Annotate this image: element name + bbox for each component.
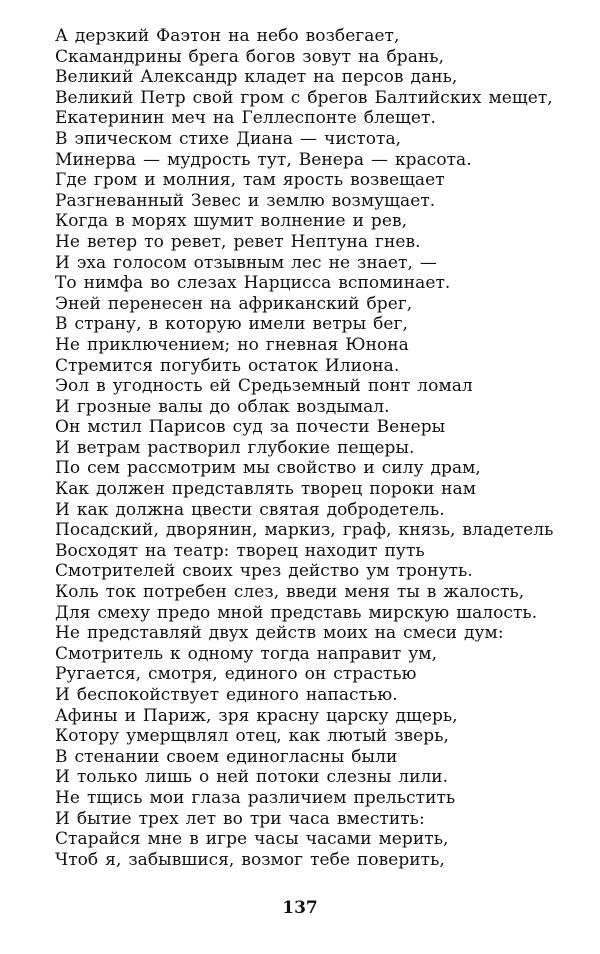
poem-line: Великий Александр кладет на персов дань, bbox=[55, 67, 458, 88]
poem-line: Эней перенесен на африканский брег, bbox=[55, 293, 413, 314]
poem-line: Не приключением; но гневная Юнона bbox=[55, 334, 409, 355]
poem-line: Старайся мне в игре часы часами мерить, bbox=[55, 829, 449, 850]
poem-line: Екатеринин меч на Геллеспонте блещет. bbox=[55, 108, 436, 129]
poem-line: Не ветер то ревет, ревет Нептуна гнев. bbox=[55, 231, 421, 252]
poem-line: В эпическом стихе Диана — чистота, bbox=[55, 128, 402, 149]
poem-line: И только лишь о ней потоки слезны лили. bbox=[55, 767, 449, 788]
poem-line: Смотрителей своих чрез действо ум тронуть. bbox=[55, 561, 473, 582]
poem-line: То нимфа во слезах Нарцисса вспоминает. bbox=[55, 273, 451, 294]
poem-line: Для смеху предо мной представь мирскую шалость. bbox=[55, 602, 538, 623]
poem-line: А дерзкий Фаэтон на небо возбегает, bbox=[55, 26, 400, 46]
poem-line: Котору умерщвлял отец, как лютый зверь, bbox=[55, 726, 449, 747]
page-number: 137 bbox=[282, 898, 318, 918]
poem-line: Минерва — мудрость тут, Венера — красота. bbox=[55, 149, 472, 170]
poem-line: Ругается, смотря, единого он страстью bbox=[55, 664, 417, 685]
poem-line: Смотритель к одному тогда направит ум, bbox=[55, 643, 438, 664]
poem-line: По сем рассмотрим мы свойство и силу драм, bbox=[55, 458, 481, 479]
poem-line: Как должен представлять творец пороки нам bbox=[55, 479, 476, 500]
poem-line: Афины и Париж, зря красну царску дщерь, bbox=[55, 705, 458, 726]
poem-line: Когда в морях шумит волнение и рев, bbox=[55, 211, 408, 232]
poem-line: Великий Петр свой гром с брегов Балтийских мещет, bbox=[55, 87, 553, 108]
poem-line: Где гром и молния, там ярость возвещает bbox=[55, 170, 445, 191]
poem-line: Не представляй двух действ моих на смеси дум: bbox=[55, 623, 504, 644]
poem-text bbox=[55, 26, 575, 870]
poem-line: Он мстил Парисов суд за почести Венеры bbox=[55, 417, 446, 438]
poem-line: Стремится погубить остаток Илиона. bbox=[55, 355, 400, 376]
poem-line: И как должна цвести святая добродетель. bbox=[55, 499, 445, 520]
poem-line: И эха голосом отзывным лес не знает, — bbox=[55, 252, 437, 273]
poem-line: Разгневанный Зевес и землю возмущает. bbox=[55, 190, 436, 211]
poem-line: Эол в угодность ей Средьземный понт ломал bbox=[55, 376, 473, 397]
poem-line: Чтоб я, забывшися, возмог тебе поверить, bbox=[55, 849, 445, 870]
poem-line: Восходят на театр: творец находит путь bbox=[55, 540, 425, 561]
poem-line: Коль ток потребен слез, введи меня ты в жалость, bbox=[55, 582, 525, 603]
poem-line: Не тщись мои глаза различием прельстить bbox=[55, 787, 456, 808]
poem-line: И ветрам растворил глубокие пещеры. bbox=[55, 437, 415, 458]
poem-line: В стенании своем единогласны были bbox=[55, 746, 398, 767]
poem-line: В страну, в которую имели ветры бег, bbox=[55, 314, 408, 335]
poem-line: И бытие трех лет во три часа вместить: bbox=[55, 808, 425, 829]
poem-line: И беспокойствует единого напастью. bbox=[55, 685, 398, 705]
poem-line: Скамандрины брега богов зовут на брань, bbox=[55, 46, 445, 67]
poem-line: И грозные валы до облак воздымал. bbox=[55, 396, 390, 417]
poem-line: Посадский, дворянин, маркиз, граф, князь, владетель bbox=[55, 520, 554, 541]
